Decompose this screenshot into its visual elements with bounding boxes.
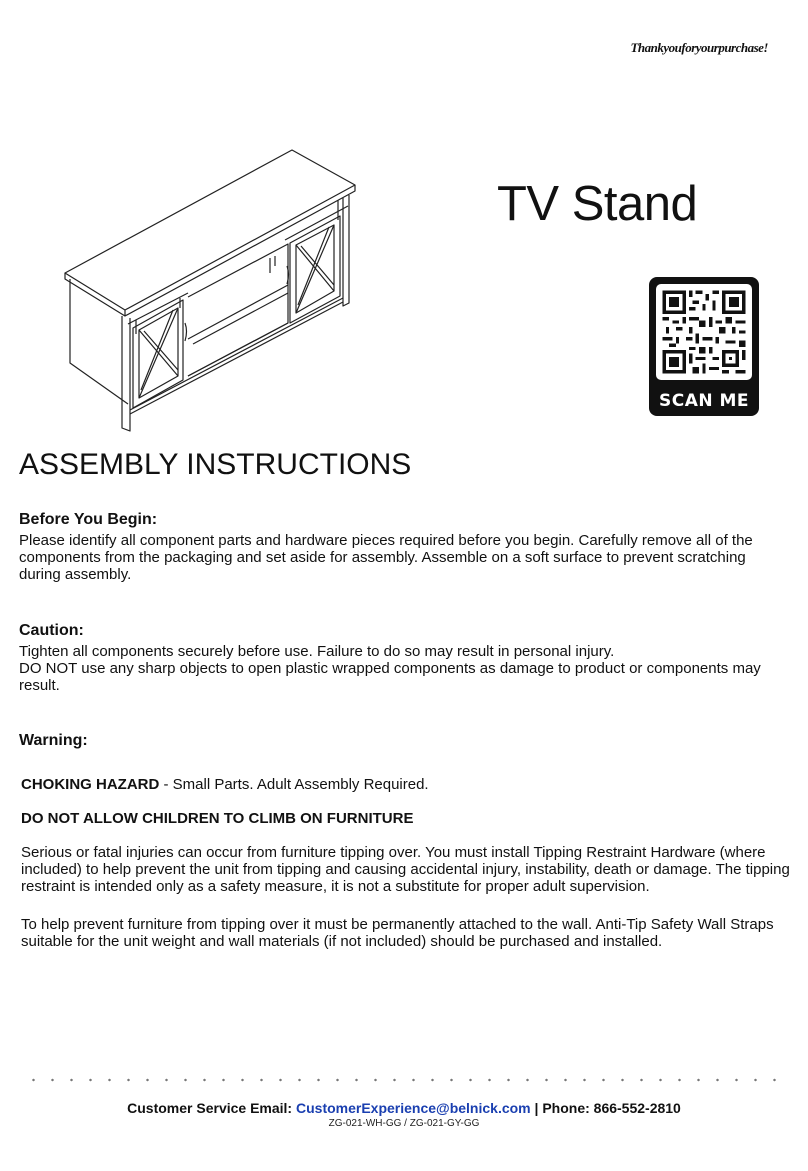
wall-strap-text: To help prevent furniture from tipping over it must be permanently attached to the wall. Anti-Tip Safety Wall Straps suitable for the unit weight and wall materials (if not included) should be purchased and installed. bbox=[21, 916, 774, 950]
qr-code-card[interactable] bbox=[649, 277, 759, 416]
warning-title: Warning: bbox=[19, 732, 88, 749]
caution-line-2: DO NOT use any sharp objects to open plastic wrapped components as damage to product or components may result. bbox=[19, 660, 761, 694]
phone-label: | Phone: bbox=[530, 1100, 594, 1116]
customer-email-link[interactable]: CustomerExperience@belnick.com bbox=[296, 1100, 531, 1116]
phone-number: 866-552-2810 bbox=[593, 1100, 681, 1116]
before-you-begin-title: Before You Begin: bbox=[19, 511, 158, 528]
caution-title: Caution: bbox=[19, 622, 84, 639]
choking-hazard-label: CHOKING HAZARD bbox=[21, 776, 160, 793]
before-you-begin-text: Please identify all component parts and hardware pieces required before you begin. Carefully remove all of the components from the packaging and set aside for assembly. Assemble on a soft surface to prevent scratching during assembly. bbox=[19, 532, 753, 583]
caution-section bbox=[19, 622, 794, 694]
caution-line-1: Tighten all components securely before use. Failure to do so may result in personal injury. bbox=[19, 643, 615, 660]
thank-you-note: Thankyouforyourpurchase! bbox=[630, 40, 768, 55]
before-you-begin-section bbox=[19, 511, 789, 583]
no-climb-warning: DO NOT ALLOW CHILDREN TO CLIMB ON FURNITURE bbox=[21, 810, 414, 827]
tip-over-warning-text: Serious or fatal injuries can occur from furniture tipping over. You must install Tipping Restraint Hardware (where included) to help prevent the unit from tipping and causing accidental injury, instability, death or damage. The tipping restraint is intended only as a safety measure, it is not a substitute for proper adult supervision. bbox=[21, 844, 790, 895]
warning-section bbox=[19, 732, 794, 750]
choking-hazard-line bbox=[21, 776, 791, 793]
email-label: Customer Service Email: bbox=[127, 1100, 296, 1116]
product-title: TV Stand bbox=[497, 177, 698, 231]
choking-hazard-text: - Small Parts. Adult Assembly Required. bbox=[159, 776, 429, 793]
customer-service-line bbox=[0, 1100, 808, 1116]
assembly-instructions-heading: ASSEMBLY INSTRUCTIONS bbox=[19, 448, 412, 481]
tv-stand-illustration bbox=[60, 148, 360, 433]
scan-me-label: SCAN ME bbox=[658, 391, 750, 411]
footer-dotted-divider bbox=[24, 1078, 784, 1082]
qr-code-image bbox=[656, 284, 752, 380]
model-numbers: ZG-021-WH-GG / ZG-021-GY-GG bbox=[328, 1118, 480, 1129]
